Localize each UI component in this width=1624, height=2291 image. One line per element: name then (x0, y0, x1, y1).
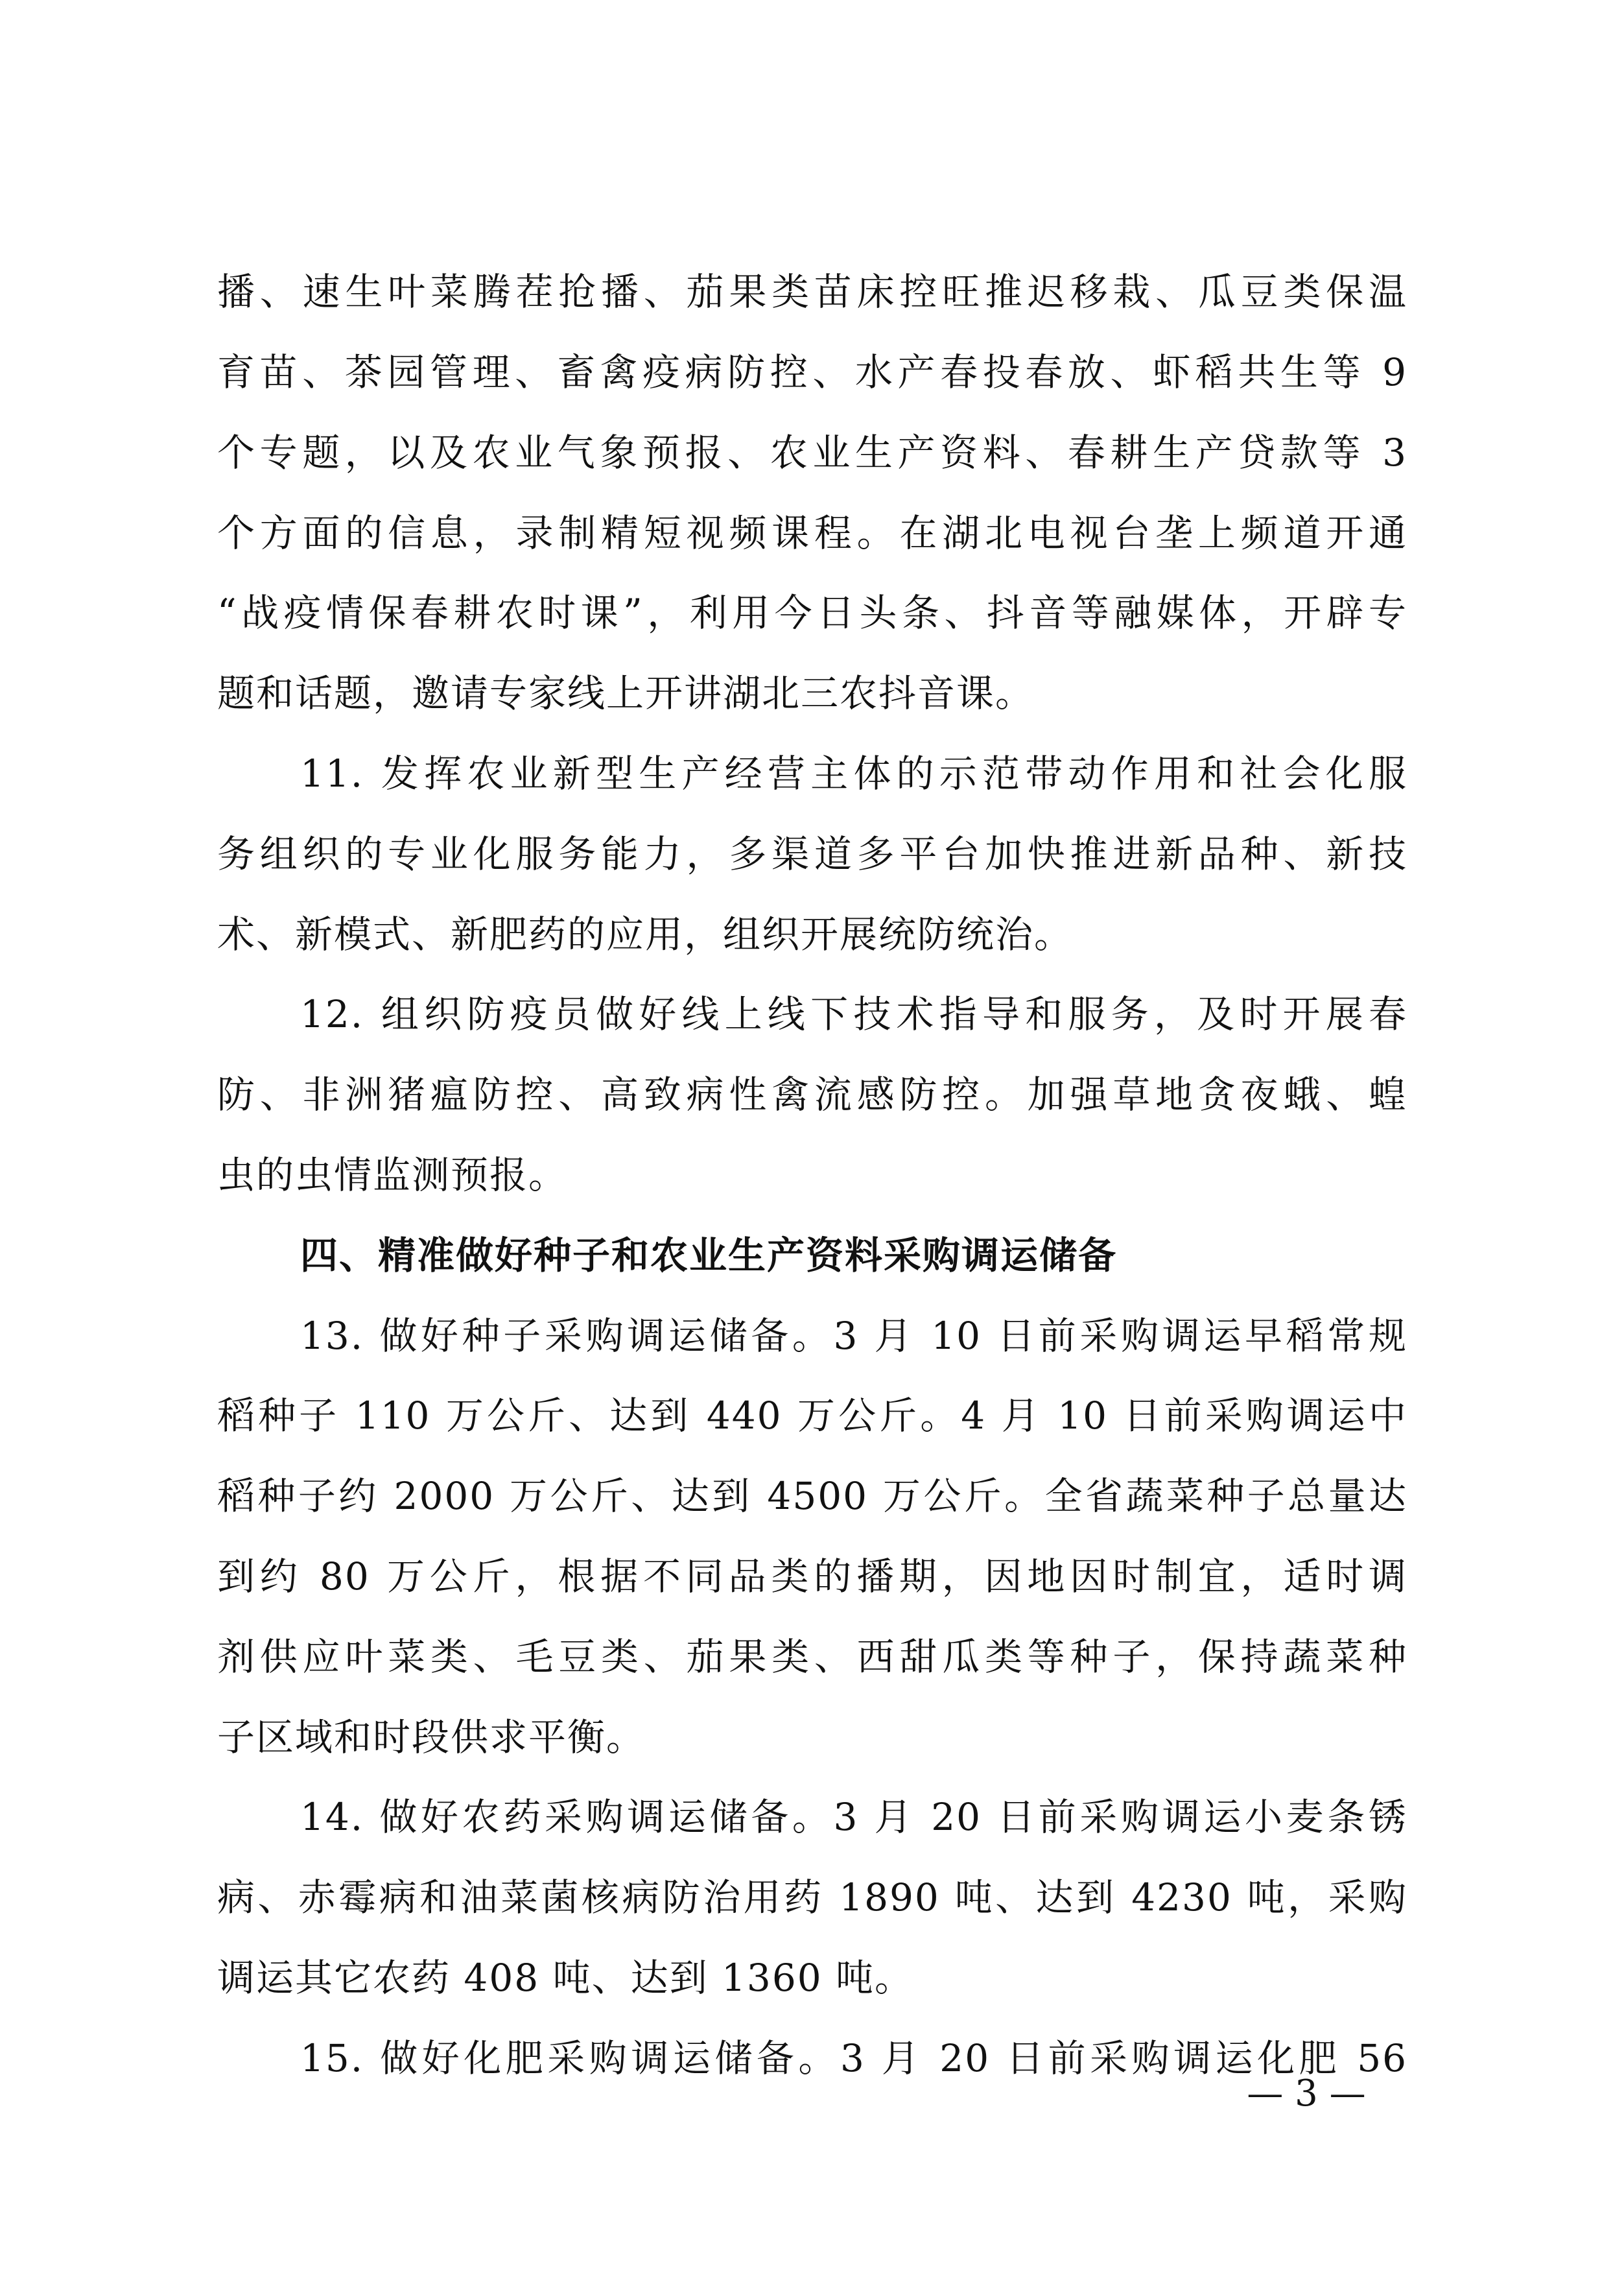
body-text-line: 个方面的信息，录制精短视频课程。在湖北电视台垄上频道开通 (217, 511, 1407, 555)
body-text-line: “战疫情保春耕农时课”，利用今日头条、抖音等融媒体，开辟专 (217, 591, 1407, 635)
body-text-line: 防、非洲猪瘟防控、高致病性禽流感防控。加强草地贪夜蛾、蝗 (217, 1073, 1407, 1117)
body-text-line: 子区域和时段供求平衡。 (217, 1715, 646, 1759)
body-text-line: 调运其它农药 408 吨、达到 1360 吨。 (217, 1956, 914, 2000)
paragraph-13-first-line: 13. 做好种子采购调运储备。3 月 10 日前采购调运早稻常规 (300, 1314, 1407, 1358)
section-heading: 四、精准做好种子和农业生产资料采购调运储备 (300, 1233, 1118, 1277)
body-text-line: 题和话题，邀请专家线上开讲湖北三农抖音课。 (217, 671, 1035, 715)
paragraph-11-first-line: 11. 发挥农业新型生产经营主体的示范带动作用和社会化服 (300, 752, 1407, 796)
page-number: — 3 — (1247, 2072, 1366, 2115)
paragraph-12-first-line: 12. 组织防疫员做好线上线下技术指导和服务，及时开展春 (300, 992, 1407, 1036)
body-text-line: 虫的虫情监测预报。 (217, 1153, 568, 1197)
body-text-line: 务组织的专业化服务能力，多渠道多平台加快推进新品种、新技 (217, 832, 1407, 876)
body-text-line: 术、新模式、新肥药的应用，组织开展统防统治。 (217, 912, 1074, 956)
body-text-line: 稻种子 110 万公斤、达到 440 万公斤。4 月 10 日前采购调运中 (217, 1394, 1407, 1438)
body-text-line: 个专题，以及农业气象预报、农业生产资料、春耕生产贷款等 3 (217, 431, 1407, 475)
body-text-line: 播、速生叶菜腾茬抢播、茄果类苗床控旺推迟移栽、瓜豆类保温 (217, 270, 1407, 314)
body-text-line: 病、赤霉病和油菜菌核病防治用药 1890 吨、达到 4230 吨，采购 (217, 1875, 1407, 1919)
body-text-line: 稻种子约 2000 万公斤、达到 4500 万公斤。全省蔬菜种子总量达 (217, 1474, 1407, 1518)
paragraph-15-first-line: 15. 做好化肥采购调运储备。3 月 20 日前采购调运化肥 56 (300, 2036, 1407, 2080)
body-text-line: 到约 80 万公斤，根据不同品类的播期，因地因时制宜，适时调 (217, 1554, 1407, 1598)
body-text-line: 剂供应叶菜类、毛豆类、茄果类、西甜瓜类等种子，保持蔬菜种 (217, 1635, 1407, 1679)
body-text-line: 育苗、茶园管理、畜禽疫病防控、水产春投春放、虾稻共生等 9 (217, 350, 1407, 394)
paragraph-14-first-line: 14. 做好农药采购调运储备。3 月 20 日前采购调运小麦条锈 (300, 1795, 1407, 1839)
